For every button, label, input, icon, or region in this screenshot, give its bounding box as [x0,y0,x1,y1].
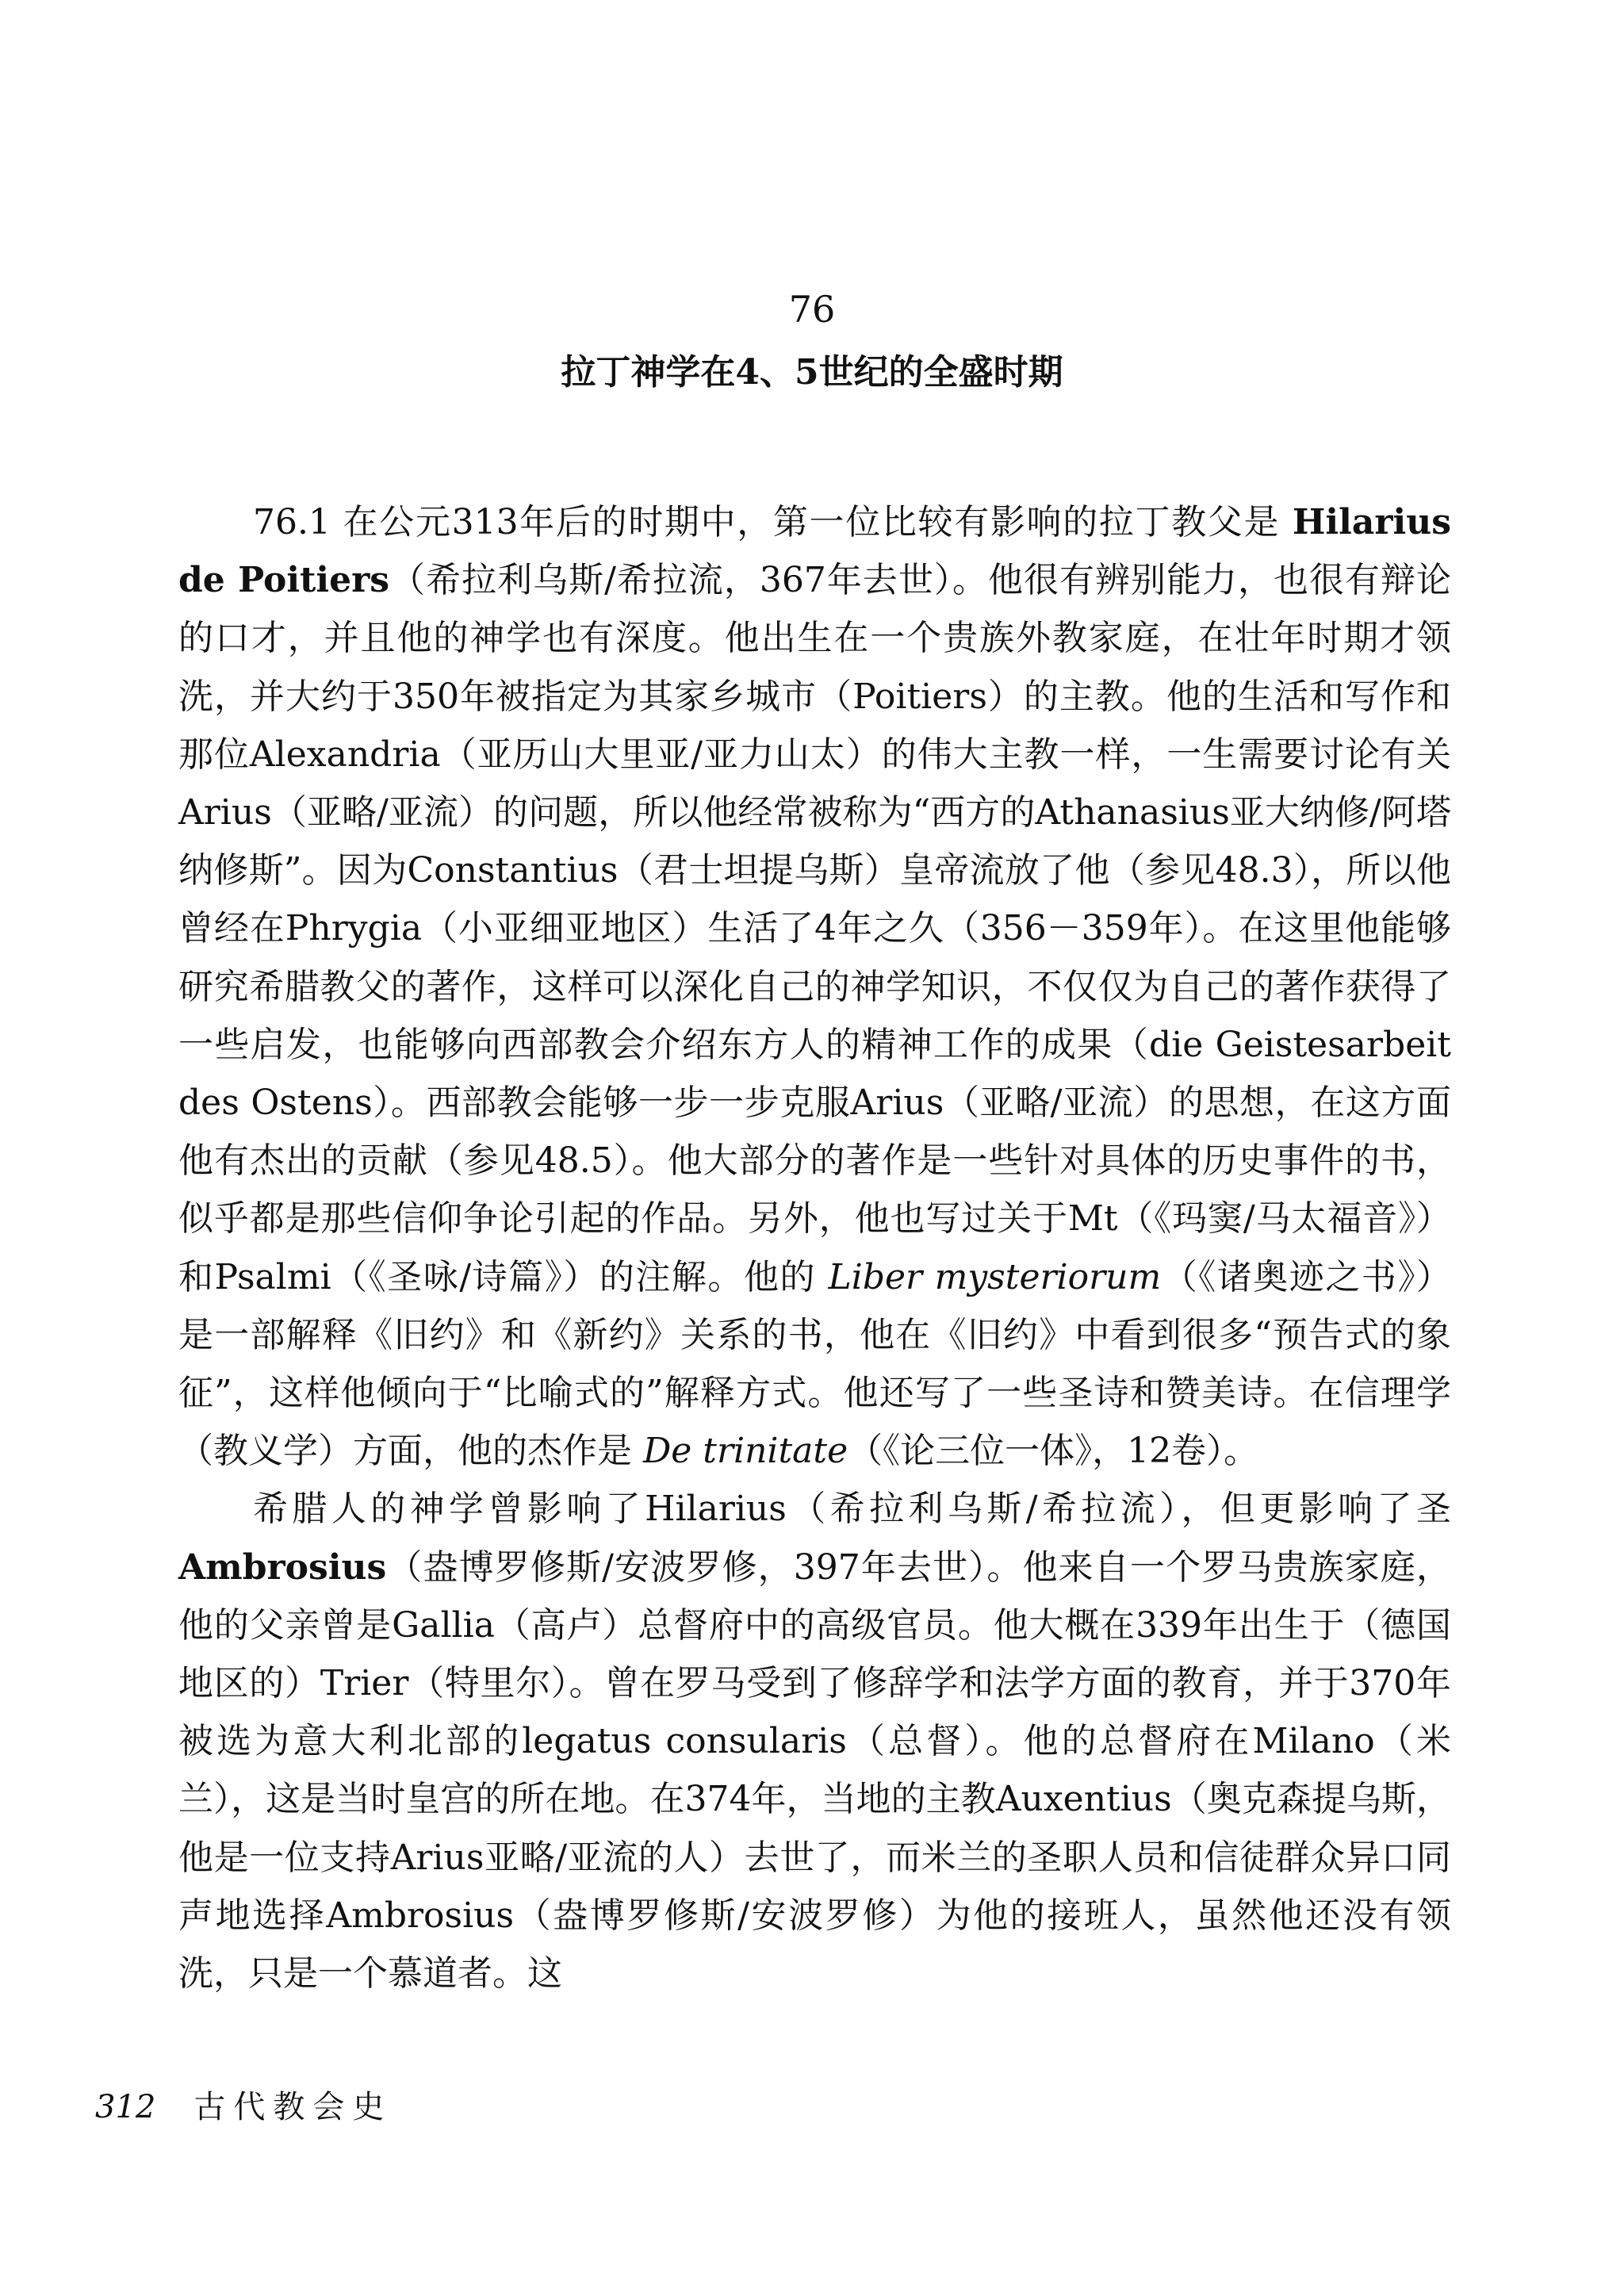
work-title-liber-mysteriorum: Liber mysteriorum [828,1256,1162,1297]
page-number: 312 [95,2089,156,2125]
text-run: （希拉利乌斯/希拉流，367年去世）。他很有辨别能力，也很有辩论的口才，并且他的神学也有深度。他出生在一个贵族外教家庭，在壮年时期才领洗，并大约于350年被指定为其家乡城市（Poitiers）的主教。他的生活和写作和那位Alexandria（亚历山大里亚/亚力山太）的伟大主教一样，一生需要讨论有关Arius（亚略/亚流）的问题，所以他经常被称为“西方的Athanasius亚大纳修/阿塔纳修斯”。因为Constantius（君士坦提乌斯）皇帝流放了他（参见48.3），所以他曾经在Phrygia（小亚细亚地区）生活了4年之久（356－359年）。在这里他能够研究希腊教父的著作，这样可以深化自己的神学知识，不仅仅为自己的著作获得了一些启发，也能够向西部教会介绍东方人的精神工作的成果（die Geistesarbeit des Ostens）。西部教会能够一步一步克服Arius（亚略/亚流）的思想，在这方面他有杰出的贡献（参见48.5）。他大部分的著作是一些针对具体的历史事件的书，似乎都是那些信仰争论引起的作品。另外，他也写过关于Mt（《玛窦/马太福音》）和Psalmi（《圣咏/诗篇》）的注解。他的 [178,560,1452,1297]
paragraph [178,493,1451,1480]
chapter-number: 76 [788,288,836,331]
person-name-hilarius: Hilarius de Poitiers [178,502,1451,601]
chapter-title: 拉丁神学在4、5世纪的全盛时期 [561,352,1063,393]
text-run: （《论三位一体》，12卷）。 [848,1431,1259,1472]
text-run: （《诸奥迹之书》）是一部解释《旧约》和《新约》关系的书，他在《旧约》中看到很多“预告式的象征”，这样他倾向于“比喻式的”解释方式。他还写了一些圣诗和赞美诗。在信理学（教义学）方面，他的杰作是 [178,1256,1451,1472]
body-text [178,493,1451,2002]
person-name-ambrosius: Ambrosius [178,1546,387,1588]
text-run: 希腊人的神学曾影响了Hilarius（希拉利乌斯/希拉流），但更影响了圣 [253,1489,1451,1530]
page-footer [95,2087,392,2127]
paragraph [178,1480,1451,2002]
text-run: 76.1 在公元313年后的时期中，第一位比较有影响的拉丁教父是 [253,502,1293,542]
work-title-de-trinitate: De trinitate [643,1431,848,1472]
text-run: （盎博罗修斯/安波罗修，397年去世）。他来自一个罗马贵族家庭，他的父亲曾是Gallia（高卢）总督府中的高级官员。他大概在339年出生于（德国地区的）Trier（特里尔）。曾在罗马受到了修辞学和法学方面的教育，并于370年被选为意大利北部的legatus consularis（总督）。他的总督府在Milano（米兰），这是当时皇宫的所在地。在374年，当地的主教Auxentius（奥克森提乌斯，他是一位支持Arius亚略/亚流的人）去世了，而米兰的圣职人员和信徒群众异口同声地选择Ambrosius（盎博罗修斯/安波罗修）为他的接班人，虽然他还没有领洗，只是一个慕道者。这 [178,1546,1451,1995]
running-book-title: 古代教会史 [193,2089,393,2125]
